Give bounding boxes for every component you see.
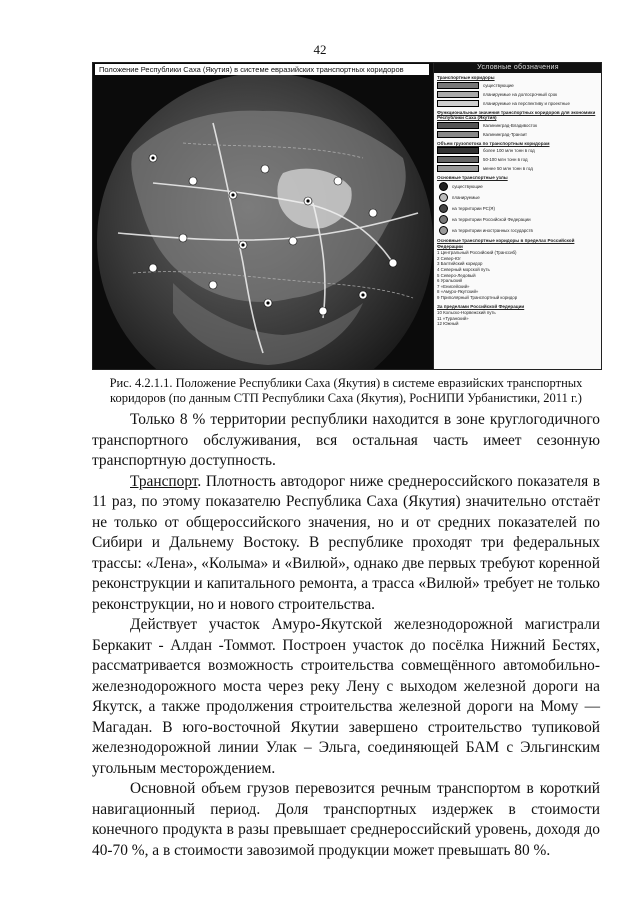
- transport-node: [209, 281, 217, 289]
- transport-node: [319, 307, 327, 315]
- legend-swatch: [437, 100, 479, 107]
- legend-list: [434, 249, 602, 301]
- legend-swatch: [439, 182, 448, 191]
- legend-swatch: [439, 193, 448, 202]
- transport-node-center: [151, 156, 154, 159]
- legend-label: на территории Российской Федерации: [452, 216, 531, 222]
- legend-row: [434, 90, 602, 99]
- transport-node: [289, 237, 297, 245]
- transport-node: [389, 259, 397, 267]
- legend-swatch: [439, 226, 448, 235]
- legend-list-item: 7 «Енисейский»: [437, 283, 470, 289]
- legend-list-item: 3 Балтийский коридор: [437, 261, 483, 267]
- legend-sections: [434, 73, 602, 236]
- legend-section-heading: Транспортные коридоры: [437, 75, 495, 80]
- transport-node: [261, 165, 269, 173]
- legend-swatch: [437, 147, 479, 154]
- legend-swatch: [439, 215, 448, 224]
- legend-swatch: [437, 131, 479, 138]
- globe-map: [93, 63, 433, 369]
- transport-node: [189, 177, 197, 185]
- paragraph-4: Основной объем грузов перевозится речным транспортом в короткий навигационный период. Доля транспортных издержек в стоимости конечного продукта в разы превышает среднероссийский уровень, доходя до 40-70 %, а в стоимости завозимой продукции может превышать 80 %.: [92, 780, 600, 859]
- body-text: [92, 410, 600, 861]
- legend-list-item: 5 Северо-Ледовый: [437, 272, 476, 278]
- paragraph-3: Действует участок Амуро-Якутской железнодорожной магистрали Беркакит - Алдан -Томмот. Построен участок до посёлка Нижний Бестях, рассматривается возможность строительства совмещённого автомобильно-железнодорожного моста через реку Лену с выходом железной дороги на Якутск, а также продолжения строительства железной дороги на Мому — Магадан. В юго-восточной Якутии завершено строительство тупиковой железнодорожной линии Улак – Эльга, соединяющей БАМ с Эльгинским угольным месторождением.: [92, 616, 600, 777]
- transport-node-center: [306, 199, 309, 202]
- legend-row: [434, 81, 602, 90]
- legend-label: планируемые на перспективу и проектные: [483, 100, 570, 106]
- legend-label: существующие: [452, 183, 483, 189]
- legend-label: Калининград-Владивосток: [483, 122, 538, 128]
- legend-label: менее 50 млн тонн в год: [483, 166, 533, 172]
- legend-label: Калининград-Транзит: [483, 131, 528, 137]
- legend-row: [434, 155, 602, 164]
- legend-swatch: [437, 165, 479, 172]
- map-legend: [433, 63, 602, 369]
- map-title: Положение Республики Саха (Якутия) в системе евразийских транспортных коридоров: [95, 64, 429, 75]
- legend-swatch: [437, 91, 479, 98]
- paragraph-2: [92, 472, 600, 616]
- legend-swatch: [437, 122, 479, 129]
- legend-list-item: 10 Кольско-Норвежский путь: [437, 310, 496, 316]
- transport-node: [334, 177, 342, 185]
- legend-label: на территории РС(Я): [452, 205, 495, 211]
- legend-row: [434, 181, 602, 192]
- legend-row: [434, 203, 602, 214]
- legend-label: более 100 млн тонн в год: [483, 148, 535, 154]
- legend-row: [434, 99, 602, 108]
- legend-section-heading: Функциональные значения транспортных коридоров для экономики Республики Саха (Якутия): [437, 109, 596, 121]
- legend-section-heading: Объем грузопотока по транспортным коридорам: [437, 140, 550, 146]
- legend-label: планируемые на долгосрочный срок: [483, 91, 558, 97]
- paragraph-2-text: . Плотность автодорог ниже среднероссийского показателя в 11 раз, по этому показателю Республика Саха (Якутия) значительно отстаёт не только от общероссийского значения, но и от средних показателей по Сибири и Дальнему Востоку. В республике проходят три федеральных трассы: «Лена», «Колыма» и «Вилюй», однако две первых требуют коренной реконструкции и капитального ремонта, а трасса «Вилюй» требует не только реконструкции, но и нового строительства.: [92, 472, 600, 613]
- transport-node-center: [266, 301, 269, 304]
- legend-list-item: 11 «Туранский»: [437, 315, 469, 321]
- legend-label: на территории иностранных государств: [452, 227, 533, 233]
- legend-row: [434, 192, 602, 203]
- legend-list-item: 8 «Амуро-Якутский»: [437, 289, 479, 295]
- legend-list-item: 6 Уральский: [437, 278, 463, 284]
- paragraph-2-lead: Транспорт: [130, 472, 198, 490]
- legend-swatch: [437, 82, 479, 89]
- transport-node-center: [231, 193, 234, 196]
- legend-list2: [434, 309, 602, 328]
- figure-caption: Рис. 4.2.1.1. Положение Республики Саха (Якутия) в системе евразийских транспортных коридоров (по данным СТП Республики Саха (Якутия), РосНИПИ Урбанистики, 2011 г.): [109, 376, 583, 405]
- legend-row: [434, 130, 602, 139]
- legend-list-item: 1 Центральный Российский (Транссиб): [437, 250, 517, 256]
- legend-row: [434, 164, 602, 173]
- legend-label: существующие: [483, 82, 514, 88]
- transport-node: [149, 264, 157, 272]
- legend-list-item: 2 Север-Юг: [437, 255, 461, 261]
- legend-list-heading: Основные транспортные коридоры в пределах Российской Федерации: [437, 237, 575, 249]
- legend-swatch: [437, 156, 479, 163]
- legend-section-heading: Основные транспортные узлы: [437, 175, 508, 181]
- legend-row: [434, 225, 602, 236]
- legend-list2-heading: За пределами Российской Федерации: [437, 303, 525, 309]
- map-figure: [92, 62, 602, 370]
- transport-node-center: [241, 243, 244, 246]
- page-number: 42: [313, 42, 327, 57]
- transport-node: [369, 209, 377, 217]
- transport-node: [179, 234, 187, 242]
- legend-row: [434, 146, 602, 155]
- legend-title: Условные обозначения: [434, 63, 602, 73]
- legend-swatch: [439, 204, 448, 213]
- legend-list-item: 12 Южный: [437, 321, 459, 327]
- legend-row: [434, 121, 602, 130]
- legend-row: [434, 214, 602, 225]
- legend-list-item: 4 Северный морской путь: [437, 266, 490, 272]
- transport-node-center: [361, 293, 364, 296]
- legend-list-item: 9 Приполярный Транспортный коридор: [437, 294, 518, 300]
- paragraph-1: Только 8 % территории республики находится в зоне круглогодичного транспортного обслуживания, вся остальная часть имеет сезонную транспортную доступность.: [92, 411, 600, 469]
- legend-label: планируемые: [452, 194, 480, 200]
- legend-label: 50-100 млн тонн в год: [483, 157, 528, 163]
